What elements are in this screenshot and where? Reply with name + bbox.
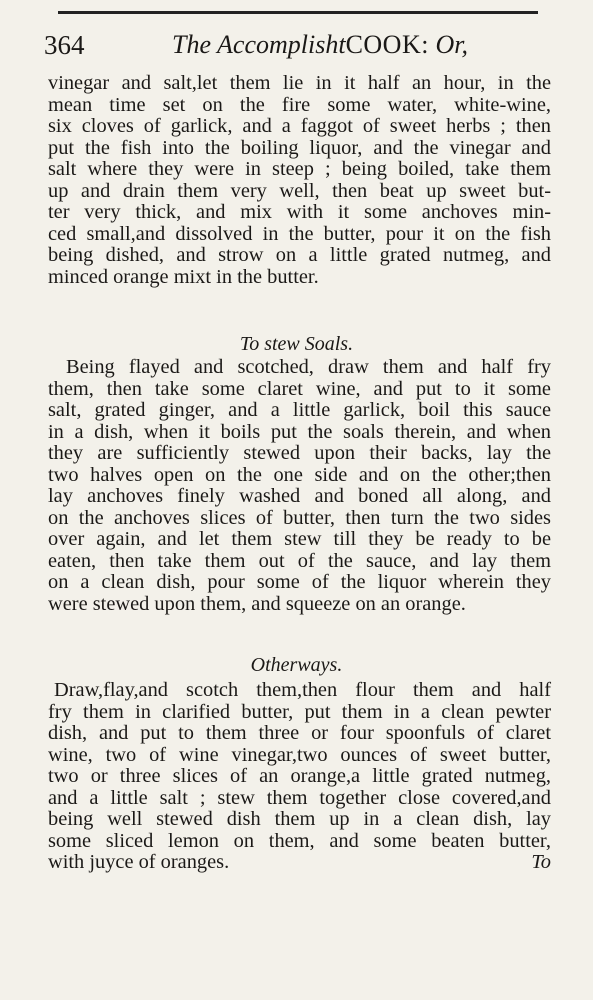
- text-line: Draw,flay,and scotch them,then flour them and half: [54, 679, 551, 701]
- text-line: Being flayed and scotched, draw them and half fry: [66, 356, 551, 378]
- text-line: on a clean dish, pour some of the liquor wherein they: [48, 571, 551, 593]
- text-line: mean time set on the fire some water, white-wine,: [48, 93, 551, 116]
- running-title-or: Or,: [435, 30, 468, 59]
- final-line: [48, 852, 551, 874]
- text-line: eaten, then take them out of the sauce, and lay them: [48, 549, 551, 572]
- text-line: two halves open on the one side and on the other;then: [48, 463, 551, 486]
- text-line: being well stewed dish them up in a clean dish, lay: [48, 808, 551, 830]
- text-line: ced small,and dissolved in the butter, pour it on the fish: [48, 222, 551, 245]
- text-line: lay anchoves finely washed and boned all along, and: [48, 485, 551, 507]
- text-line: were stewed upon them, and squeeze on an orange.: [48, 592, 466, 615]
- page-number: 364: [44, 30, 85, 60]
- text-line: ter very thick, and mix with it some anchoves min-: [48, 201, 551, 223]
- text-line: them, then take some claret wine, and put to it some: [48, 377, 551, 400]
- top-rule: [58, 11, 538, 14]
- running-title-italic: The Accomplisht: [172, 30, 346, 59]
- text-line: some sliced lemon on them, and some beaten butter,: [48, 829, 551, 852]
- text-line: salt where they were in steep ; being boiled, take them: [48, 158, 551, 180]
- text-line: over again, and let them stew till they be ready to be: [48, 528, 551, 550]
- running-title-caps: COOK:: [345, 30, 429, 59]
- text-line: wine, two of wine vinegar,two ounces of sweet butter,: [48, 743, 551, 766]
- page-header: [44, 30, 554, 70]
- catchword: To: [531, 851, 551, 873]
- text-line: and a little salt ; stew them together close covered,and: [48, 786, 551, 809]
- text-line: fry them in clarified butter, put them in a clean pewter: [48, 700, 551, 723]
- text-line: minced orange mixt in the butter.: [48, 265, 319, 288]
- section-continued-text: [48, 73, 551, 288]
- text-line: being dished, and strow on a little grated nutmeg, and: [48, 244, 551, 266]
- text-line: six cloves of garlick, and a faggot of sweet herbs ; then: [48, 115, 551, 137]
- text-line: dish, and put to them three or four spoonfuls of claret: [48, 722, 551, 744]
- recipe-heading-otherways: Otherways.: [250, 654, 343, 676]
- text-line: vinegar and salt,let them lie in it half an hour, in the: [48, 72, 551, 94]
- text-line: in a dish, when it boils put the soals therein, and when: [48, 420, 551, 443]
- text-line: salt, grated ginger, and a little garlick, boil this sauce: [48, 399, 551, 421]
- text-line: two or three slices of an orange,a little grated nutmeg,: [48, 765, 551, 787]
- running-title: [172, 30, 468, 60]
- text-line: up and drain them very well, then beat up sweet but-: [48, 179, 551, 202]
- recipe-text-otherways: [48, 680, 551, 874]
- text-line: put the fish into the boiling liquor, and the vinegar and: [48, 136, 551, 159]
- recipe-text-stew-soals: [48, 357, 551, 615]
- recipe-heading-stew-soals: To stew Soals.: [239, 333, 354, 355]
- text-line: they are sufficiently stewed upon their backs, lay the: [48, 442, 551, 464]
- text-line: with juyce of oranges.: [48, 851, 230, 873]
- text-line: on the anchoves slices of butter, then turn the two sides: [48, 506, 551, 529]
